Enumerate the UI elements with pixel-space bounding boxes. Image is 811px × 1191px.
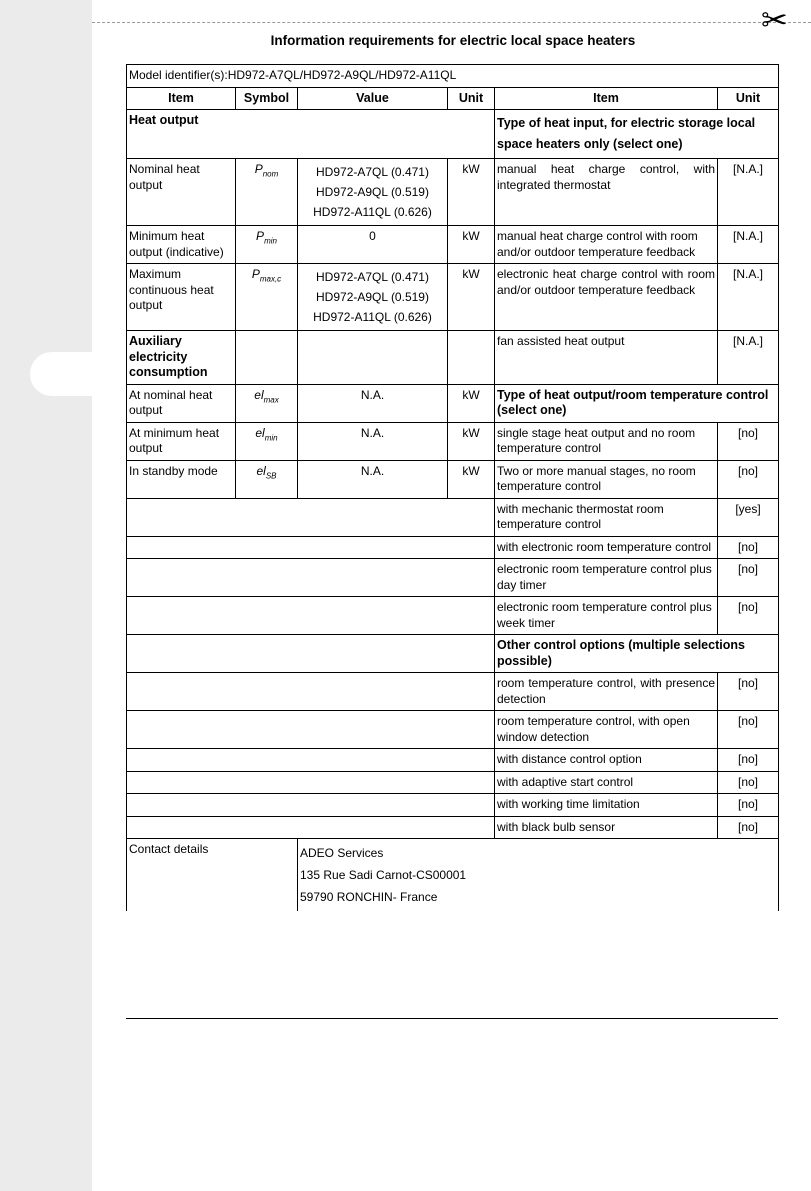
control-option-value: [no] <box>718 673 779 711</box>
document-title: Information requirements for electric local space heaters <box>270 33 636 48</box>
symbol-p-max: $P_{max,c}$ <box>236 264 298 331</box>
standby-value: N.A. <box>298 460 448 498</box>
table-row <box>127 159 779 226</box>
header-unit: Unit <box>448 87 495 110</box>
table-row <box>127 264 779 331</box>
at-minimum-value: N.A. <box>298 422 448 460</box>
unit-cell: kW <box>448 159 495 226</box>
symbol-el-sb: $el_{SB}$ <box>236 460 298 498</box>
control-option-label: manual heat charge control, with integrated thermostat <box>495 159 718 226</box>
standby-label: In standby mode <box>127 460 236 498</box>
table-row <box>127 422 779 460</box>
control-option-label: room temperature control, with open window detection <box>495 711 718 749</box>
control-option-value: [no] <box>718 460 779 498</box>
control-option-value: [no] <box>718 771 779 794</box>
unit-cell: kW <box>448 226 495 264</box>
table-row <box>127 559 779 597</box>
symbol-p-min: $P_{min}$ <box>236 226 298 264</box>
header-item: Item <box>127 87 236 110</box>
control-option-label: Two or more manual stages, no room temperature control <box>495 460 718 498</box>
table-row <box>127 384 779 422</box>
maximum-heat-output-label: Maximum continuous heat output <box>127 264 236 331</box>
table-bottom-border <box>126 1018 778 1019</box>
unit-cell: kW <box>448 264 495 331</box>
room-control-section: Type of heat output/room temperature control (select one) <box>495 384 779 422</box>
control-option-label: with electronic room temperature control <box>495 536 718 559</box>
control-option-value: [N.A.] <box>718 226 779 264</box>
control-option-value: [no] <box>718 816 779 839</box>
table-row <box>127 711 779 749</box>
control-option-value: [no] <box>718 794 779 817</box>
control-option-label: with working time limitation <box>495 794 718 817</box>
symbol-el-max: $el_{max}$ <box>236 384 298 422</box>
table-row <box>127 771 779 794</box>
value-line: HD972-A9QL (0.519) <box>316 185 429 199</box>
control-option-value: [yes] <box>718 498 779 536</box>
control-option-value: [no] <box>718 422 779 460</box>
contact-details <box>298 839 779 912</box>
header-symbol: Symbol <box>236 87 298 110</box>
control-option-label: with black bulb sensor <box>495 816 718 839</box>
control-option-value: [no] <box>718 536 779 559</box>
margin-tab <box>30 352 92 396</box>
auxiliary-section-row <box>127 331 779 385</box>
value-line: HD972-A7QL (0.471) <box>316 165 429 179</box>
minimum-heat-output-value: 0 <box>298 226 448 264</box>
at-nominal-value: N.A. <box>298 384 448 422</box>
control-option-value: [N.A.] <box>718 331 779 385</box>
table-row <box>127 749 779 772</box>
table-row <box>127 794 779 817</box>
contact-line: 59790 RONCHIN- France <box>300 890 438 904</box>
control-option-label: electronic heat charge control with room and/or outdoor temperature feedback <box>495 264 718 331</box>
control-option-label: electronic room temperature control plus week timer <box>495 597 718 635</box>
auxiliary-section: Auxiliary electricity consumption <box>127 331 236 385</box>
nominal-heat-output-label: Nominal heat output <box>127 159 236 226</box>
value-line: HD972-A9QL (0.519) <box>316 290 429 304</box>
control-option-value: [N.A.] <box>718 159 779 226</box>
control-option-label: fan assisted heat output <box>495 331 718 385</box>
control-option-value: [no] <box>718 559 779 597</box>
symbol-p-nom: $P_{nom}$ <box>236 159 298 226</box>
model-row <box>127 65 779 88</box>
at-minimum-label: At minimum heat output <box>127 422 236 460</box>
cut-line <box>92 0 811 23</box>
control-option-label: room temperature control, with presence detection <box>495 673 718 711</box>
model-identifier: Model identifier(s):HD972-A7QL/HD972-A9QL/HD972-A11QL <box>127 65 779 88</box>
control-option-value: [N.A.] <box>718 264 779 331</box>
table-row <box>127 816 779 839</box>
contact-label: Contact details <box>127 839 298 912</box>
value-line: HD972-A11QL (0.626) <box>313 205 432 219</box>
contact-row <box>127 839 779 912</box>
header-unit-right: Unit <box>718 87 779 110</box>
table-row <box>127 597 779 635</box>
unit-cell: kW <box>448 460 495 498</box>
nominal-heat-output-values <box>298 159 448 226</box>
control-option-label: with distance control option <box>495 749 718 772</box>
header-value: Value <box>298 87 448 110</box>
other-controls-section: Other control options (multiple selections possible) <box>495 635 779 673</box>
scissors-icon: ✂ <box>761 2 788 38</box>
value-line: HD972-A7QL (0.471) <box>316 270 429 284</box>
table-row <box>127 460 779 498</box>
minimum-heat-output-label: Minimum heat output (indicative) <box>127 226 236 264</box>
value-line: HD972-A11QL (0.626) <box>313 310 432 324</box>
at-nominal-label: At nominal heat output <box>127 384 236 422</box>
information-table <box>126 64 779 911</box>
control-option-label: with mechanic thermostat room temperature control <box>495 498 718 536</box>
control-option-label: electronic room temperature control plus day timer <box>495 559 718 597</box>
table-row <box>127 226 779 264</box>
control-option-label: manual heat charge control with room and/or outdoor temperature feedback <box>495 226 718 264</box>
heat-output-section: Heat output <box>127 110 495 159</box>
symbol-el-min: $el_{min}$ <box>236 422 298 460</box>
unit-cell: kW <box>448 422 495 460</box>
control-option-value: [no] <box>718 597 779 635</box>
header-item-right: Item <box>495 87 718 110</box>
maximum-heat-output-values <box>298 264 448 331</box>
table-row <box>127 635 779 673</box>
table-row <box>127 536 779 559</box>
contact-line: 135 Rue Sadi Carnot-CS00001 <box>300 868 467 882</box>
control-option-value: [no] <box>718 749 779 772</box>
contact-line: ADEO Services <box>300 846 384 860</box>
heat-output-section-row <box>127 110 779 159</box>
control-option-value: [no] <box>718 711 779 749</box>
table-row <box>127 498 779 536</box>
page-margin-strip <box>0 0 92 1191</box>
header-row <box>127 87 779 110</box>
heat-input-section: Type of heat input, for electric storage local space heaters only (select one) <box>495 110 779 159</box>
control-option-label: single stage heat output and no room temperature control <box>495 422 718 460</box>
control-option-label: with adaptive start control <box>495 771 718 794</box>
table-row <box>127 673 779 711</box>
unit-cell: kW <box>448 384 495 422</box>
